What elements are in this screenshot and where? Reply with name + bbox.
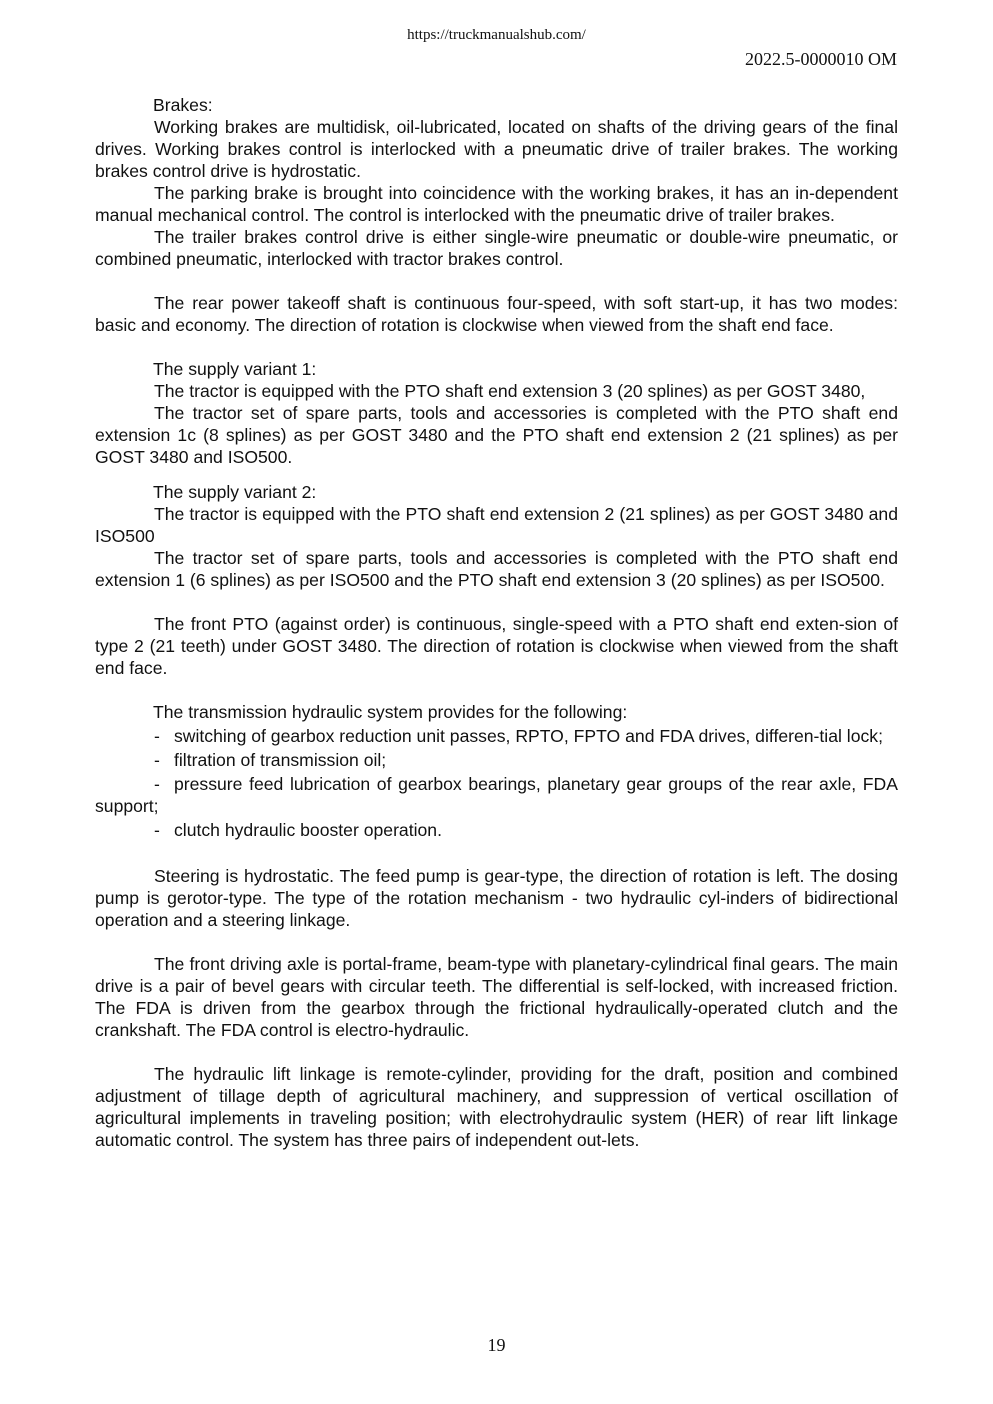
variant2-equipped-paragraph: The tractor is equipped with the PTO shaft end extension 2 (21 splines) as per GOST 3480 and ISO500: [95, 504, 898, 546]
brakes-parking-paragraph: The parking brake is brought into coincidence with the working brakes, it has an in-dependent manual mechanical control. The control is interlocked with the pneumatic drive of trailer brakes.: [95, 183, 898, 225]
hydraulic-list-item: - switching of gearbox reduction unit passes, RPTO, FPTO and FDA drives, differen-tial lock;: [154, 726, 883, 746]
steering-paragraph: Steering is hydrostatic. The feed pump is gear-type, the direction of rotation is left. The dosing pump is gerotor-type. The type of the rotation mechanism - two hydraulic cyl-inders of bidirectional operation and a steering linkage.: [95, 866, 898, 930]
variant1-spares-paragraph: The tractor set of spare parts, tools and accessories is completed with the PTO shaft end extension 1c (8 splines) as per GOST 3480 and the PTO shaft end extension 2 (21 splines) as per GOST 3480 and ISO500.: [95, 403, 898, 467]
variant2-heading: The supply variant 2:: [153, 482, 317, 502]
brakes-heading: Brakes:: [153, 95, 213, 115]
hydraulic-heading: The transmission hydraulic system provides for the following:: [153, 702, 628, 722]
lift-linkage-paragraph: The hydraulic lift linkage is remote-cylinder, providing for the draft, position and combined adjustment of tillage depth of agricultural machinery, and suppression of vertical oscillation of agricultural implements in traveling position; with electrohydraulic system (HER) of rear lift linkage automatic control. The system has three pairs of independent out-lets.: [95, 1064, 898, 1150]
variant2-spares-paragraph: The tractor set of spare parts, tools and accessories is completed with the PTO shaft end extension 1 (6 splines) as per ISO500 and the PTO shaft end extension 3 (20 splines) as per ISO500.: [95, 548, 898, 590]
brakes-trailer-paragraph: The trailer brakes control drive is either single-wire pneumatic or double-wire pneumatic, or combined pneumatic, interlocked with tractor brakes control.: [95, 227, 898, 269]
front-pto-paragraph: The front PTO (against order) is continuous, single-speed with a PTO shaft end exten-sion of type 2 (21 teeth) under GOST 3480. The direction of rotation is clockwise when viewed from the shaft end face.: [95, 614, 898, 678]
hydraulic-list-item: - filtration of transmission oil;: [154, 750, 387, 770]
list-dash: -: [154, 774, 160, 794]
page-body: [95, 94, 898, 1151]
list-dash: -: [154, 820, 160, 840]
brakes-working-paragraph: Working brakes are multidisk, oil-lubricated, located on shafts of the driving gears of the final drives. Working brakes control is interlocked with a pneumatic drive of trailer brakes. The working brakes control drive is hydrostatic.: [95, 117, 898, 181]
list-dash: -: [154, 726, 160, 746]
document-number: 2022.5-0000010 OM: [745, 49, 897, 69]
hydraulic-list-item: - pressure feed lubrication of gearbox bearings, planetary gear groups of the rear axle, FDA support;: [95, 774, 898, 816]
variant1-equipped-paragraph: The tractor is equipped with the PTO shaft end extension 3 (20 splines) as per GOST 3480,: [154, 381, 866, 401]
page-number: 19: [487, 1335, 506, 1355]
rear-pto-paragraph: The rear power takeoff shaft is continuous four-speed, with soft start-up, it has two modes: basic and economy. The direction of rotation is clockwise when viewed from the shaft end face.: [95, 293, 898, 335]
front-axle-paragraph: The front driving axle is portal-frame, beam-type with planetary-cylindrical final gears. The main drive is a pair of bevel gears with circular teeth. The differential is self-locked, with increased friction. The FDA is driven from the gearbox through the frictional hydraulically-operated clutch and the crankshaft. The FDA control is electro-hydraulic.: [95, 954, 898, 1040]
hydraulic-list-item: - clutch hydraulic booster operation.: [154, 820, 442, 840]
variant1-heading: The supply variant 1:: [153, 359, 317, 379]
list-dash: -: [154, 750, 160, 770]
source-url: https://truckmanualshub.com/: [407, 27, 586, 43]
